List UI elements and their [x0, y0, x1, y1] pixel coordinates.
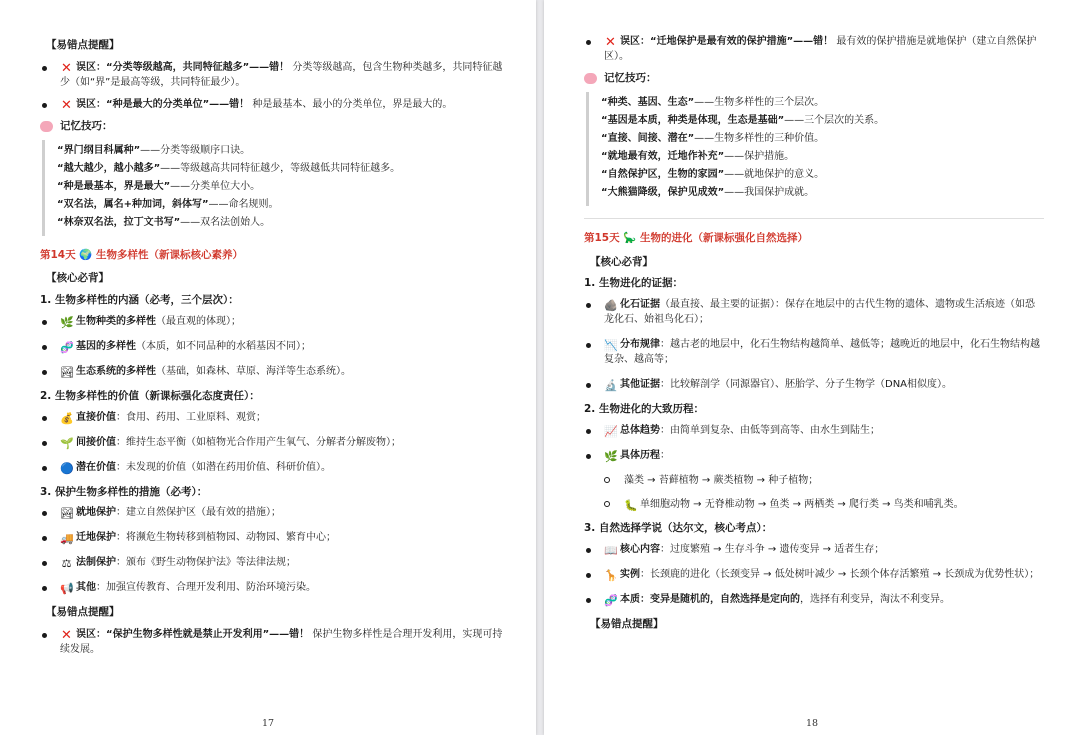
- money-bag-icon: 💰: [60, 411, 74, 425]
- truck-icon: 🚚: [60, 532, 74, 546]
- microscope-icon: 🔬: [604, 379, 618, 392]
- list-item: ✕ 误区：“保护生物多样性就是禁止开发利用”——错！ 保护生物多样性是合理开发利用，实现可持续发展。: [40, 627, 506, 657]
- day-14-title: 第14天 🌍 生物多样性（新课标核心素养）: [40, 248, 243, 261]
- section-2-heading: 2. 生物多样性的价值（新课标强化态度责任）：: [40, 389, 260, 402]
- trend-chart-icon: 📈: [604, 424, 618, 438]
- list-item: 🏞 就地保护：建立自然保护区（最有效的措施）；: [40, 505, 506, 520]
- dna-icon: 🧬: [60, 340, 74, 354]
- page-number: 17: [261, 717, 275, 729]
- core-heading: 【核心必背】: [46, 272, 109, 285]
- list-item: 📢 其他：加强宣传教育、合理开发利用、防治环境污染。: [40, 580, 506, 595]
- list-item: 📉 分布规律：越古老的地层中，化石生物结构越简单、越低等；越晚近的地层中，化石生物结构越复杂、越高等；: [584, 337, 1044, 367]
- section-2-list: [584, 423, 1044, 463]
- brain-icon: [584, 73, 597, 84]
- section-2-list: [40, 410, 506, 475]
- rock-icon: 🪨: [604, 299, 618, 312]
- list-item: ✕ 误区：“迁地保护是最有效的保护措施”——错！ 最有效的保护措施是就地保护（建立自然保护区）。: [584, 34, 1044, 64]
- memory-line: “自然保护区，生物的家园”——就地保护的意义。: [601, 168, 825, 180]
- leaf-icon: 🌿: [604, 449, 618, 463]
- section-3-heading: 3. 保护生物多样性的措施（必考）：: [40, 485, 208, 498]
- book-icon: 📖: [604, 543, 618, 557]
- list-item: 📖 核心内容：过度繁殖 → 生存斗争 → 遗传变异 → 适者生存；: [584, 542, 1044, 557]
- list-item: 🚚 迁地保护：将濒危生物转移到植物园、动物园、繁育中心；: [40, 530, 506, 545]
- list-item: ✕ 误区：“种是最大的分类单位”——错！ 种是最基本、最小的分类单位，界是最大的。: [40, 97, 506, 112]
- section-1-heading: 1. 生物多样性的内涵（必考，三个层次）：: [40, 294, 239, 306]
- section-2-sublist: [602, 473, 1044, 512]
- list-item: 🔬 其他证据：比较解剖学（同源器官）、胚胎学、分子生物学（DNA相似度）。: [584, 377, 1044, 392]
- megaphone-icon: 📢: [60, 582, 74, 596]
- page-17: [0, 0, 536, 735]
- memory-line: “大熊猫降级，保护见成效”——我国保护成就。: [601, 186, 815, 198]
- memory-heading: 记忆技巧：: [40, 119, 506, 135]
- section-1-heading: 1. 生物进化的证据：: [584, 277, 683, 290]
- landscape-icon: 🏞: [60, 507, 74, 521]
- day-15-title: 第15天 🦕 生物的进化（新课标强化自然选择）: [584, 231, 808, 244]
- page-18: [544, 0, 1080, 735]
- list-item: 🧬 本质：变异是随机的，自然选择是定向的，选择有利变异，淘汰不利变异。: [584, 592, 1044, 607]
- section-3-list: [40, 505, 506, 595]
- blue-circle-icon: 🔵: [60, 461, 74, 475]
- list-item: 🦒 实例：长颈鹿的进化（长颈变异 → 低处树叶减少 → 长颈个体存活繁殖 → 长颈成为优势性状）；: [584, 567, 1044, 582]
- list-item: 🌿 具体历程：: [584, 448, 1044, 463]
- memory-line: “越大越少，越小越多”——等级越高共同特征越少，等级越低共同特征越多。: [57, 162, 401, 174]
- errors-heading-2: 【易错点提醒】: [46, 606, 120, 619]
- errors-list-2: [40, 627, 506, 657]
- memory-line: “基因是本质，种类是体现，生态是基础”——三个层次的关系。: [601, 114, 885, 126]
- cross-mark-icon: ✕: [605, 35, 616, 50]
- errors-heading: 【易错点提醒】: [590, 617, 664, 630]
- caterpillar-icon: 🐛: [624, 498, 638, 512]
- leaf-icon: 🌿: [60, 315, 74, 329]
- errors-heading: 【易错点提醒】: [46, 39, 120, 51]
- list-item: 🔵 潜在价值：未发现的价值（如潜在药用价值、科研价值）。: [40, 460, 506, 475]
- errors-list: [40, 60, 506, 112]
- list-item: 藻类 → 苔藓植物 → 蕨类植物 → 种子植物；: [602, 473, 1044, 488]
- brain-icon: [40, 121, 53, 132]
- list-item: ⚖ 法制保护：颁布《野生动物保护法》等法律法规；: [40, 555, 506, 570]
- list-item: 🏞 生态系统的多样性（基础，如森林、草原、海洋等生态系统）。: [40, 364, 506, 379]
- section-3-heading: 3. 自然选择学说（达尔文，核心考点）：: [584, 521, 773, 534]
- chart-icon: 📉: [604, 339, 618, 352]
- memory-block: [586, 92, 1044, 206]
- giraffe-icon: 🦒: [604, 568, 618, 582]
- memory-line: “林奈双名法，拉丁文书写”——双名法创始人。: [57, 216, 271, 228]
- list-item: 💰 直接价值：食用、药用、工业原料、观赏；: [40, 410, 506, 425]
- memory-line: “就地最有效，迁地作补充”——保护措施。: [601, 150, 795, 162]
- list-item: 🐛 单细胞动物 → 无脊椎动物 → 鱼类 → 两栖类 → 爬行类 → 鸟类和哺乳类。: [602, 497, 1044, 512]
- section-2-heading: 2. 生物进化的大致历程：: [584, 403, 704, 415]
- memory-line: “双名法，属名+种加词，斜体写”——命名规则。: [57, 198, 279, 210]
- list-item: ✕ 误区：“分类等级越高，共同特征越多”——错！ 分类等级越高，包含生物种类越多，共同特征越少（如“界”是最高等级，共同特征最少）。: [40, 60, 506, 90]
- cross-mark-icon: ✕: [61, 97, 72, 113]
- landscape-icon: 🏞: [60, 365, 74, 379]
- memory-block: [42, 140, 506, 236]
- memory-line: “直接、间接、潜在”——生物多样性的三种价值。: [601, 132, 825, 144]
- section-1-list: [40, 314, 506, 379]
- memory-line: “种类、基因、生态”——生物多样性的三个层次。: [601, 96, 825, 108]
- errors-list: [584, 34, 1044, 64]
- memory-line: “界门纲目科属种”——分类等级顺序口诀。: [57, 144, 251, 156]
- section-3-list: [584, 542, 1044, 607]
- list-item: 🌿 生物种类的多样性（最直观的体现）；: [40, 314, 506, 329]
- divider: [584, 218, 1044, 219]
- cross-mark-icon: ✕: [61, 628, 72, 643]
- list-item: 📈 总体趋势：由简单到复杂、由低等到高等、由水生到陆生；: [584, 423, 1044, 438]
- page-number: 18: [805, 717, 819, 729]
- memory-line: “种是最基本，界是最大”——分类单位大小。: [57, 180, 261, 192]
- list-item: 🌱 间接价值：维持生态平衡（如植物光合作用产生氧气、分解者分解废物）；: [40, 435, 506, 450]
- seedling-icon: 🌱: [60, 436, 74, 450]
- section-1-list: [584, 297, 1044, 392]
- cross-mark-icon: ✕: [61, 60, 72, 76]
- list-item: 🪨 化石证据（最直接、最主要的证据）：保存在地层中的古代生物的遗体、遗物或生活痕迹（如恐龙化石、始祖鸟化石）；: [584, 297, 1044, 327]
- core-heading: 【核心必背】: [590, 255, 653, 268]
- dna-icon: 🧬: [604, 593, 618, 607]
- scales-icon: ⚖: [61, 557, 72, 571]
- memory-heading: 记忆技巧：: [584, 71, 1044, 87]
- list-item: 🧬 基因的多样性（本质，如不同品种的水稻基因不同）；: [40, 339, 506, 354]
